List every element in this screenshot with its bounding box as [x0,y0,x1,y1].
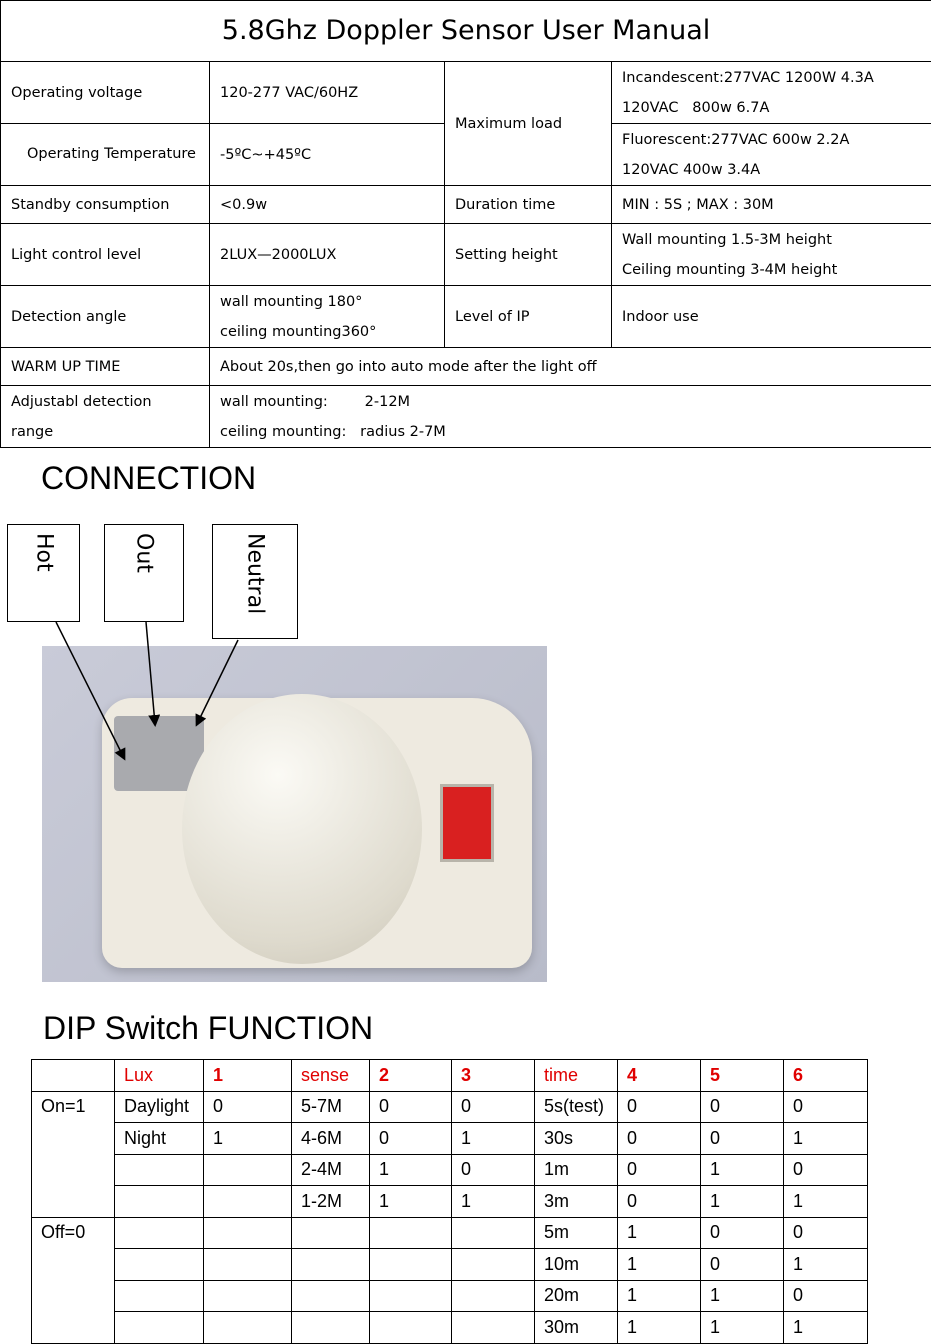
out-arrow [146,622,155,724]
value: wall mounting: 2-12M ceiling mounting: radius 2-7M [210,386,931,448]
table-row [32,1091,868,1123]
table-cell: 1 [784,1123,868,1155]
dip-heading: DIP Switch FUNCTION [43,1010,374,1046]
value: wall mounting 180° ceiling mounting360° [210,286,445,348]
header-cell: Lux [115,1060,204,1092]
value: Fluorescent:277VAC 600w 2.2A 120VAC 400w 3.4A [612,124,931,186]
table-cell: 1 [701,1154,784,1186]
value: About 20s,then go into auto mode after the light off [210,348,931,386]
table-cell: 1 [784,1312,868,1344]
table-cell [204,1186,292,1218]
off-label: Off=0 [32,1217,115,1343]
table-row [32,1186,868,1218]
table-cell [204,1312,292,1344]
table-cell: 2-4M [292,1154,370,1186]
table-cell: 4-6M [292,1123,370,1155]
table-cell: 10m [535,1249,618,1281]
hot-arrow [56,622,124,758]
table-cell [204,1217,292,1249]
table-cell [115,1186,204,1218]
table-cell: 30m [535,1312,618,1344]
table-cell [292,1217,370,1249]
value: 2LUX—2000LUX [210,224,445,286]
dip-switch-table [31,1059,868,1344]
table-cell: 1 [618,1217,701,1249]
out-label-box: Out [104,524,184,622]
hot-label-box: Hot [7,524,80,622]
table-cell: 1 [370,1186,452,1218]
table-cell: 0 [618,1091,701,1123]
label: WARM UP TIME [1,348,210,386]
table-cell [292,1280,370,1312]
value: -5ºC~+45ºC [210,124,445,186]
table-cell: 20m [535,1280,618,1312]
header-cell: 2 [370,1060,452,1092]
table-cell [292,1312,370,1344]
header-cell: time [535,1060,618,1092]
label: Adjustabl detection range [1,386,210,448]
table-cell: 3m [535,1186,618,1218]
header-cell: 6 [784,1060,868,1092]
table-cell [204,1154,292,1186]
table-cell: 0 [370,1091,452,1123]
table-row [32,1280,868,1312]
table-row [32,1249,868,1281]
label: Maximum load [445,62,612,186]
header-cell: 3 [452,1060,535,1092]
table-cell: 0 [618,1154,701,1186]
table-cell: 0 [618,1186,701,1218]
neutral-arrow [197,640,238,724]
table-row [32,1154,868,1186]
table-row [32,1312,868,1344]
table-cell [452,1217,535,1249]
label: Detection angle [1,286,210,348]
table-cell: 5s(test) [535,1091,618,1123]
table-cell [115,1154,204,1186]
value: Incandescent:277VAC 1200W 4.3A 120VAC 800w 6.7A [612,62,931,124]
table-cell [452,1280,535,1312]
table-cell [370,1249,452,1281]
table-cell: 1 [618,1312,701,1344]
table-cell [115,1280,204,1312]
table-cell: 0 [701,1217,784,1249]
table-cell: 1 [701,1312,784,1344]
table-cell: 1 [452,1123,535,1155]
header-cell: 4 [618,1060,701,1092]
label: Level of IP [445,286,612,348]
table-cell: 1 [618,1280,701,1312]
table-cell [452,1312,535,1344]
value: MIN : 5S ; MAX : 30M [612,186,931,224]
label: Operating voltage [1,62,210,124]
table-cell: 30s [535,1123,618,1155]
table-cell [370,1217,452,1249]
table-cell: 1m [535,1154,618,1186]
table-cell: Daylight [115,1091,204,1123]
table-cell: 0 [452,1154,535,1186]
value: 120-277 VAC/60HZ [210,62,445,124]
table-cell [370,1280,452,1312]
table-cell: 0 [784,1217,868,1249]
table-cell: 1 [370,1154,452,1186]
table-cell [452,1249,535,1281]
table-cell [204,1280,292,1312]
table-row [32,1217,868,1249]
value: <0.9w [210,186,445,224]
table-cell [115,1217,204,1249]
connection-heading: CONNECTION [41,460,257,496]
table-cell [115,1249,204,1281]
table-cell: 1 [701,1186,784,1218]
neutral-label-box: Neutral [212,524,298,639]
table-cell [204,1249,292,1281]
on-label: On=1 [32,1091,115,1217]
header-cell: 5 [701,1060,784,1092]
label: Setting height [445,224,612,286]
table-cell: 1 [784,1249,868,1281]
dip-header-row [32,1060,868,1092]
header-cell [32,1060,115,1092]
table-cell: 0 [204,1091,292,1123]
table-cell: 5m [535,1217,618,1249]
table-cell: 1 [701,1280,784,1312]
label: Standby consumption [1,186,210,224]
header-cell: sense [292,1060,370,1092]
table-cell: 0 [618,1123,701,1155]
table-cell: 0 [370,1123,452,1155]
table-cell: 1 [618,1249,701,1281]
table-cell: 0 [784,1091,868,1123]
table-cell: 1 [204,1123,292,1155]
table-cell [370,1312,452,1344]
table-cell: 0 [701,1249,784,1281]
table-cell: 1 [784,1186,868,1218]
page-title: 5.8Ghz Doppler Sensor User Manual [1,1,931,62]
label: Duration time [445,186,612,224]
value: Indoor use [612,286,931,348]
header-cell: 1 [204,1060,292,1092]
label: Operating Temperature [1,124,210,186]
table-cell: 1-2M [292,1186,370,1218]
table-cell: 0 [784,1280,868,1312]
table-cell [115,1312,204,1344]
table-cell: 1 [452,1186,535,1218]
table-cell: 0 [784,1154,868,1186]
table-cell: 0 [452,1091,535,1123]
table-cell [292,1249,370,1281]
table-cell: 0 [701,1091,784,1123]
value: Wall mounting 1.5-3M height Ceiling mounting 3-4M height [612,224,931,286]
label: Light control level [1,224,210,286]
table-cell: 5-7M [292,1091,370,1123]
table-row [32,1123,868,1155]
table-cell: Night [115,1123,204,1155]
table-cell: 0 [701,1123,784,1155]
